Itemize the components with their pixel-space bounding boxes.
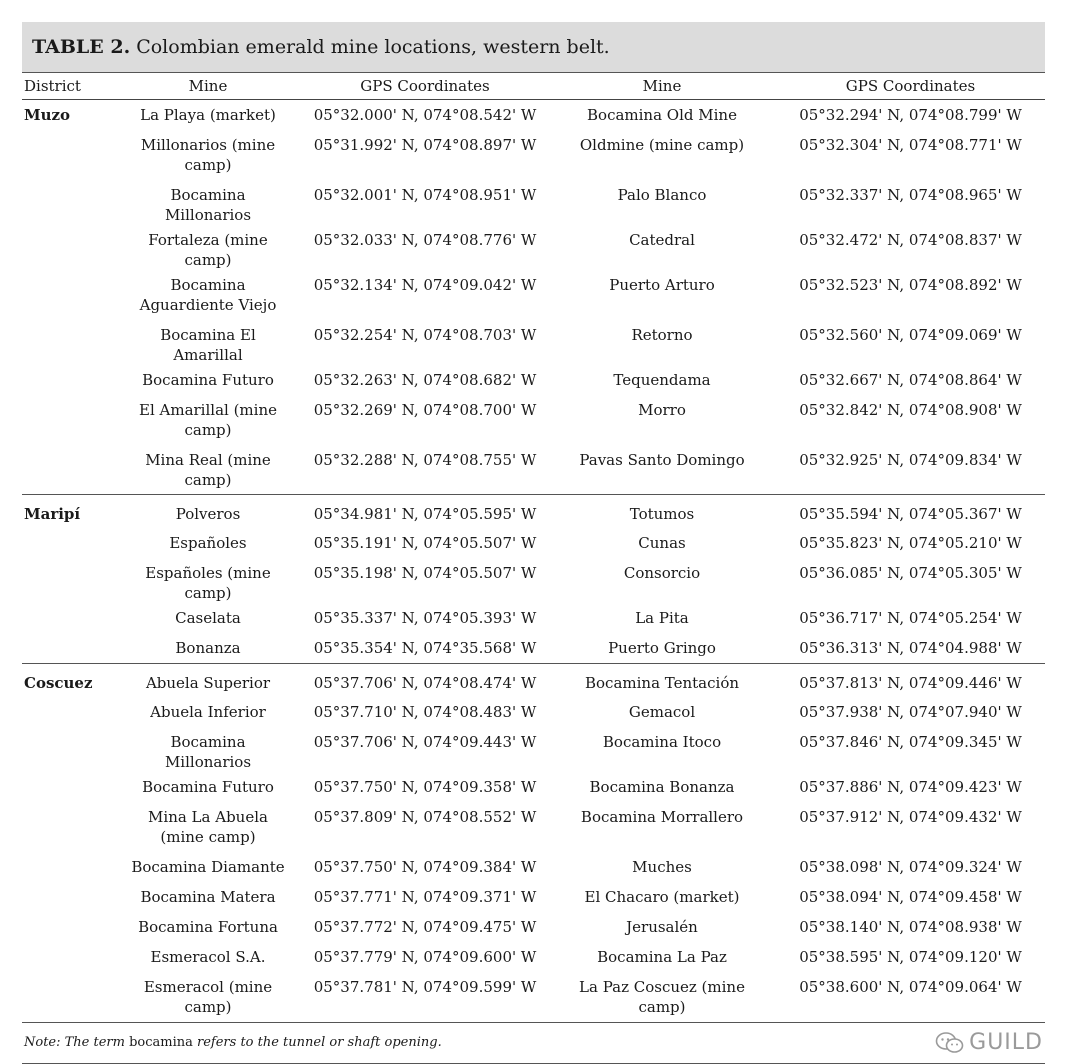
gps-a-cell: 05°32.033' N, 074°08.776' W (313, 230, 537, 249)
header-district: District (22, 73, 114, 100)
district-cell (22, 365, 114, 395)
table-row (22, 225, 1045, 270)
mine-b-cell: Retorno (631, 325, 693, 344)
table-row (22, 697, 1045, 727)
mine-a-cell: Bocamina Aguardiente Viejo (139, 275, 277, 314)
watermark (935, 1030, 1045, 1055)
table-row (22, 633, 1045, 663)
table-title (22, 22, 1045, 73)
mine-a-cell: Esmeracol S.A. (150, 948, 266, 966)
district-cell (22, 802, 114, 852)
mine-a-cell: Bocamina Diamante (131, 858, 285, 876)
header-row (22, 73, 1045, 100)
table-caption: Colombian emerald mine locations, western belt. (136, 36, 610, 58)
gps-b-cell: 05°32.560' N, 074°09.069' W (799, 325, 1022, 344)
gps-b-cell: 05°32.667' N, 074°08.864' W (799, 370, 1022, 389)
mine-b-cell: Puerto Arturo (609, 275, 715, 294)
table-row (22, 528, 1045, 558)
gps-a-cell: 05°31.992' N, 074°08.897' W (313, 135, 537, 154)
gps-a-cell: 05°32.269' N, 074°08.700' W (313, 400, 537, 419)
gps-b-cell: 05°32.304' N, 074°08.771' W (799, 135, 1022, 154)
gps-b-cell: 05°32.925' N, 074°09.834' W (776, 445, 1045, 495)
table-row (22, 727, 1045, 772)
note-term: bocamina (129, 1035, 193, 1050)
gps-b-cell: 05°37.846' N, 074°09.345' W (799, 733, 1022, 751)
mine-b-cell: Bocamina Bonanza (589, 778, 735, 796)
table-row (22, 558, 1045, 603)
header-mine-b: Mine (548, 73, 776, 100)
mine-a-cell: Mina Real (mine camp) (114, 445, 302, 495)
table-row (22, 942, 1045, 972)
table-row (22, 494, 1045, 528)
table-body (22, 100, 1045, 1023)
mine-b-cell: El Chacaro (market) (584, 888, 740, 906)
note-suffix: refers to the tunnel or shaft opening. (192, 1035, 442, 1050)
gps-b-cell: 05°35.594' N, 074°05.367' W (799, 504, 1022, 523)
mine-b-cell: Palo Blanco (617, 185, 707, 204)
mine-a-cell: Caselata (175, 609, 241, 627)
gps-a-cell: 05°37.772' N, 074°09.475' W (313, 918, 537, 936)
gps-a-cell: 05°32.000' N, 074°08.542' W (313, 106, 537, 124)
table-row (22, 802, 1045, 852)
district-cell (22, 528, 114, 558)
gps-b-cell: 05°37.938' N, 074°07.940' W (799, 703, 1022, 721)
mine-a-cell: Bocamina Fortuna (138, 918, 278, 936)
district-cell: Muzo (24, 106, 71, 124)
gps-b-cell: 05°38.600' N, 074°09.064' W (776, 972, 1045, 1022)
note-prefix: Note: The term (24, 1035, 130, 1050)
table-row (22, 603, 1045, 633)
table-row (22, 663, 1045, 697)
district-cell (22, 882, 114, 912)
gps-a-cell: 05°35.354' N, 074°35.568' W (302, 633, 548, 663)
gps-a-cell: 05°37.750' N, 074°09.358' W (313, 778, 537, 796)
table-row (22, 772, 1045, 802)
district-cell (22, 558, 114, 603)
gps-a-cell: 05°37.809' N, 074°08.552' W (313, 808, 537, 826)
table-note (24, 1035, 442, 1050)
gps-b-cell: 05°32.337' N, 074°08.965' W (799, 185, 1022, 204)
table-row (22, 365, 1045, 395)
gps-b-cell: 05°38.595' N, 074°09.120' W (799, 948, 1022, 966)
mine-b-cell: Pavas Santo Domingo (548, 445, 776, 495)
gps-b-cell: 05°35.823' N, 074°05.210' W (799, 534, 1022, 552)
gps-a-cell: 05°35.198' N, 074°05.507' W (313, 564, 537, 582)
mine-b-cell: Bocamina Old Mine (587, 106, 737, 124)
mine-b-cell: Bocamina Morrallero (580, 808, 744, 826)
district-cell (22, 852, 114, 882)
district-cell: Coscuez (24, 673, 93, 692)
mine-a-cell: Españoles (mine camp) (145, 564, 271, 602)
gps-b-cell: 05°37.886' N, 074°09.423' W (799, 778, 1022, 796)
table-row (22, 320, 1045, 365)
mine-b-cell: Bocamina La Paz (597, 948, 727, 966)
table-row (22, 270, 1045, 320)
gps-a-cell: 05°37.781' N, 074°09.599' W (302, 972, 548, 1022)
district-cell (22, 772, 114, 802)
gps-a-cell: 05°32.134' N, 074°09.042' W (313, 275, 537, 294)
district-cell (22, 942, 114, 972)
district-cell (22, 633, 114, 663)
district-cell (22, 727, 114, 772)
district-cell (22, 225, 114, 270)
gps-b-cell: 05°32.842' N, 074°08.908' W (799, 400, 1022, 419)
gps-b-cell: 05°37.912' N, 074°09.432' W (799, 808, 1022, 826)
mine-b-cell: Cunas (638, 534, 686, 552)
gps-a-cell: 05°37.771' N, 074°09.371' W (313, 888, 537, 906)
gps-a-cell: 05°32.001' N, 074°08.951' W (313, 185, 537, 204)
mine-a-cell: Bocamina Futuro (142, 370, 274, 389)
mine-a-cell: Bocamina Futuro (142, 778, 274, 796)
mine-a-cell: El Amarillal (mine camp) (139, 400, 277, 439)
gps-a-cell: 05°34.981' N, 074°05.595' W (313, 504, 537, 523)
gps-a-cell: 05°37.710' N, 074°08.483' W (313, 703, 537, 721)
mine-locations-table (22, 73, 1045, 1023)
mine-a-cell: Mina La Abuela (mine camp) (148, 808, 268, 846)
district-cell (22, 445, 114, 495)
gps-a-cell: 05°35.337' N, 074°05.393' W (313, 609, 537, 627)
mine-a-cell: Bocamina El Amarillal (160, 325, 256, 364)
mine-b-cell: Consorcio (623, 564, 701, 582)
table-row (22, 852, 1045, 882)
table-container (22, 22, 1045, 1064)
district-cell (22, 270, 114, 320)
mine-b-cell: Totumos (629, 504, 695, 523)
mine-b-cell: La Pita (635, 609, 689, 627)
table-row (22, 395, 1045, 445)
header-gps-a: GPS Coordinates (302, 73, 548, 100)
gps-b-cell: 05°36.717' N, 074°05.254' W (799, 609, 1022, 627)
mine-b-cell: Gemacol (628, 703, 696, 721)
district-cell (22, 180, 114, 225)
table-row (22, 130, 1045, 180)
mine-b-cell: Puerto Gringo (548, 633, 776, 663)
wechat-icon (935, 1031, 965, 1055)
gps-b-cell: 05°32.294' N, 074°08.799' W (799, 106, 1022, 124)
gps-b-cell: 05°38.098' N, 074°09.324' W (799, 858, 1022, 876)
gps-a-cell: 05°37.750' N, 074°09.384' W (313, 858, 537, 876)
district-cell (22, 912, 114, 942)
watermark-text: GUILD (969, 1030, 1043, 1055)
mine-a-cell: Esmeracol (mine camp) (114, 972, 302, 1022)
mine-a-cell: Bocamina Millonarios (164, 185, 252, 224)
header-gps-b: GPS Coordinates (776, 73, 1045, 100)
mine-a-cell: Abuela Inferior (150, 703, 266, 721)
district-cell (22, 972, 114, 1022)
mine-b-cell: Bocamina Itoco (602, 733, 722, 751)
gps-b-cell: 05°37.813' N, 074°09.446' W (799, 673, 1022, 692)
table-row (22, 912, 1045, 942)
table-row (22, 100, 1045, 130)
gps-a-cell: 05°32.288' N, 074°08.755' W (302, 445, 548, 495)
table-label: TABLE 2. (32, 36, 131, 58)
gps-b-cell: 05°32.472' N, 074°08.837' W (799, 230, 1022, 249)
mine-a-cell: La Playa (market) (140, 106, 276, 124)
gps-b-cell: 05°38.140' N, 074°08.938' W (799, 918, 1022, 936)
mine-b-cell: Catedral (629, 230, 695, 249)
mine-b-cell: Jerusalén (626, 918, 698, 936)
mine-a-cell: Millonarios (mine camp) (140, 135, 276, 174)
gps-a-cell: 05°37.779' N, 074°09.600' W (313, 948, 537, 966)
gps-b-cell: 05°36.085' N, 074°05.305' W (799, 564, 1022, 582)
mine-b-cell: La Paz Coscuez (mine camp) (548, 972, 776, 1022)
gps-a-cell: 05°37.706' N, 074°08.474' W (313, 673, 537, 692)
table-footer (22, 1023, 1045, 1064)
gps-a-cell: 05°32.263' N, 074°08.682' W (313, 370, 537, 389)
table-row (22, 445, 1045, 495)
gps-b-cell: 05°38.094' N, 074°09.458' W (799, 888, 1022, 906)
mine-a-cell: Fortaleza (mine camp) (148, 230, 268, 269)
mine-a-cell: Bocamina Matera (140, 888, 276, 906)
district-cell (22, 130, 114, 180)
table-row (22, 972, 1045, 1022)
mine-a-cell: Bocamina Millonarios (164, 733, 252, 771)
mine-b-cell: Bocamina Tentación (584, 673, 740, 692)
mine-b-cell: Oldmine (mine camp) (579, 135, 745, 154)
district-cell (22, 320, 114, 365)
district-cell (22, 603, 114, 633)
district-cell (22, 697, 114, 727)
mine-a-cell: Polveros (175, 504, 241, 523)
table-row (22, 180, 1045, 225)
gps-a-cell: 05°37.706' N, 074°09.443' W (313, 733, 537, 751)
mine-a-cell: Bonanza (114, 633, 302, 663)
district-cell (22, 395, 114, 445)
mine-b-cell: Tequendama (613, 370, 711, 389)
district-cell: Maripí (24, 504, 81, 523)
header-mine-a: Mine (114, 73, 302, 100)
gps-a-cell: 05°32.254' N, 074°08.703' W (313, 325, 537, 344)
gps-b-cell: 05°32.523' N, 074°08.892' W (799, 275, 1022, 294)
mine-a-cell: Españoles (169, 534, 247, 552)
mine-b-cell: Morro (638, 400, 686, 419)
mine-b-cell: Muches (632, 858, 692, 876)
gps-a-cell: 05°35.191' N, 074°05.507' W (313, 534, 537, 552)
mine-a-cell: Abuela Superior (145, 673, 271, 692)
gps-b-cell: 05°36.313' N, 074°04.988' W (776, 633, 1045, 663)
table-row (22, 882, 1045, 912)
